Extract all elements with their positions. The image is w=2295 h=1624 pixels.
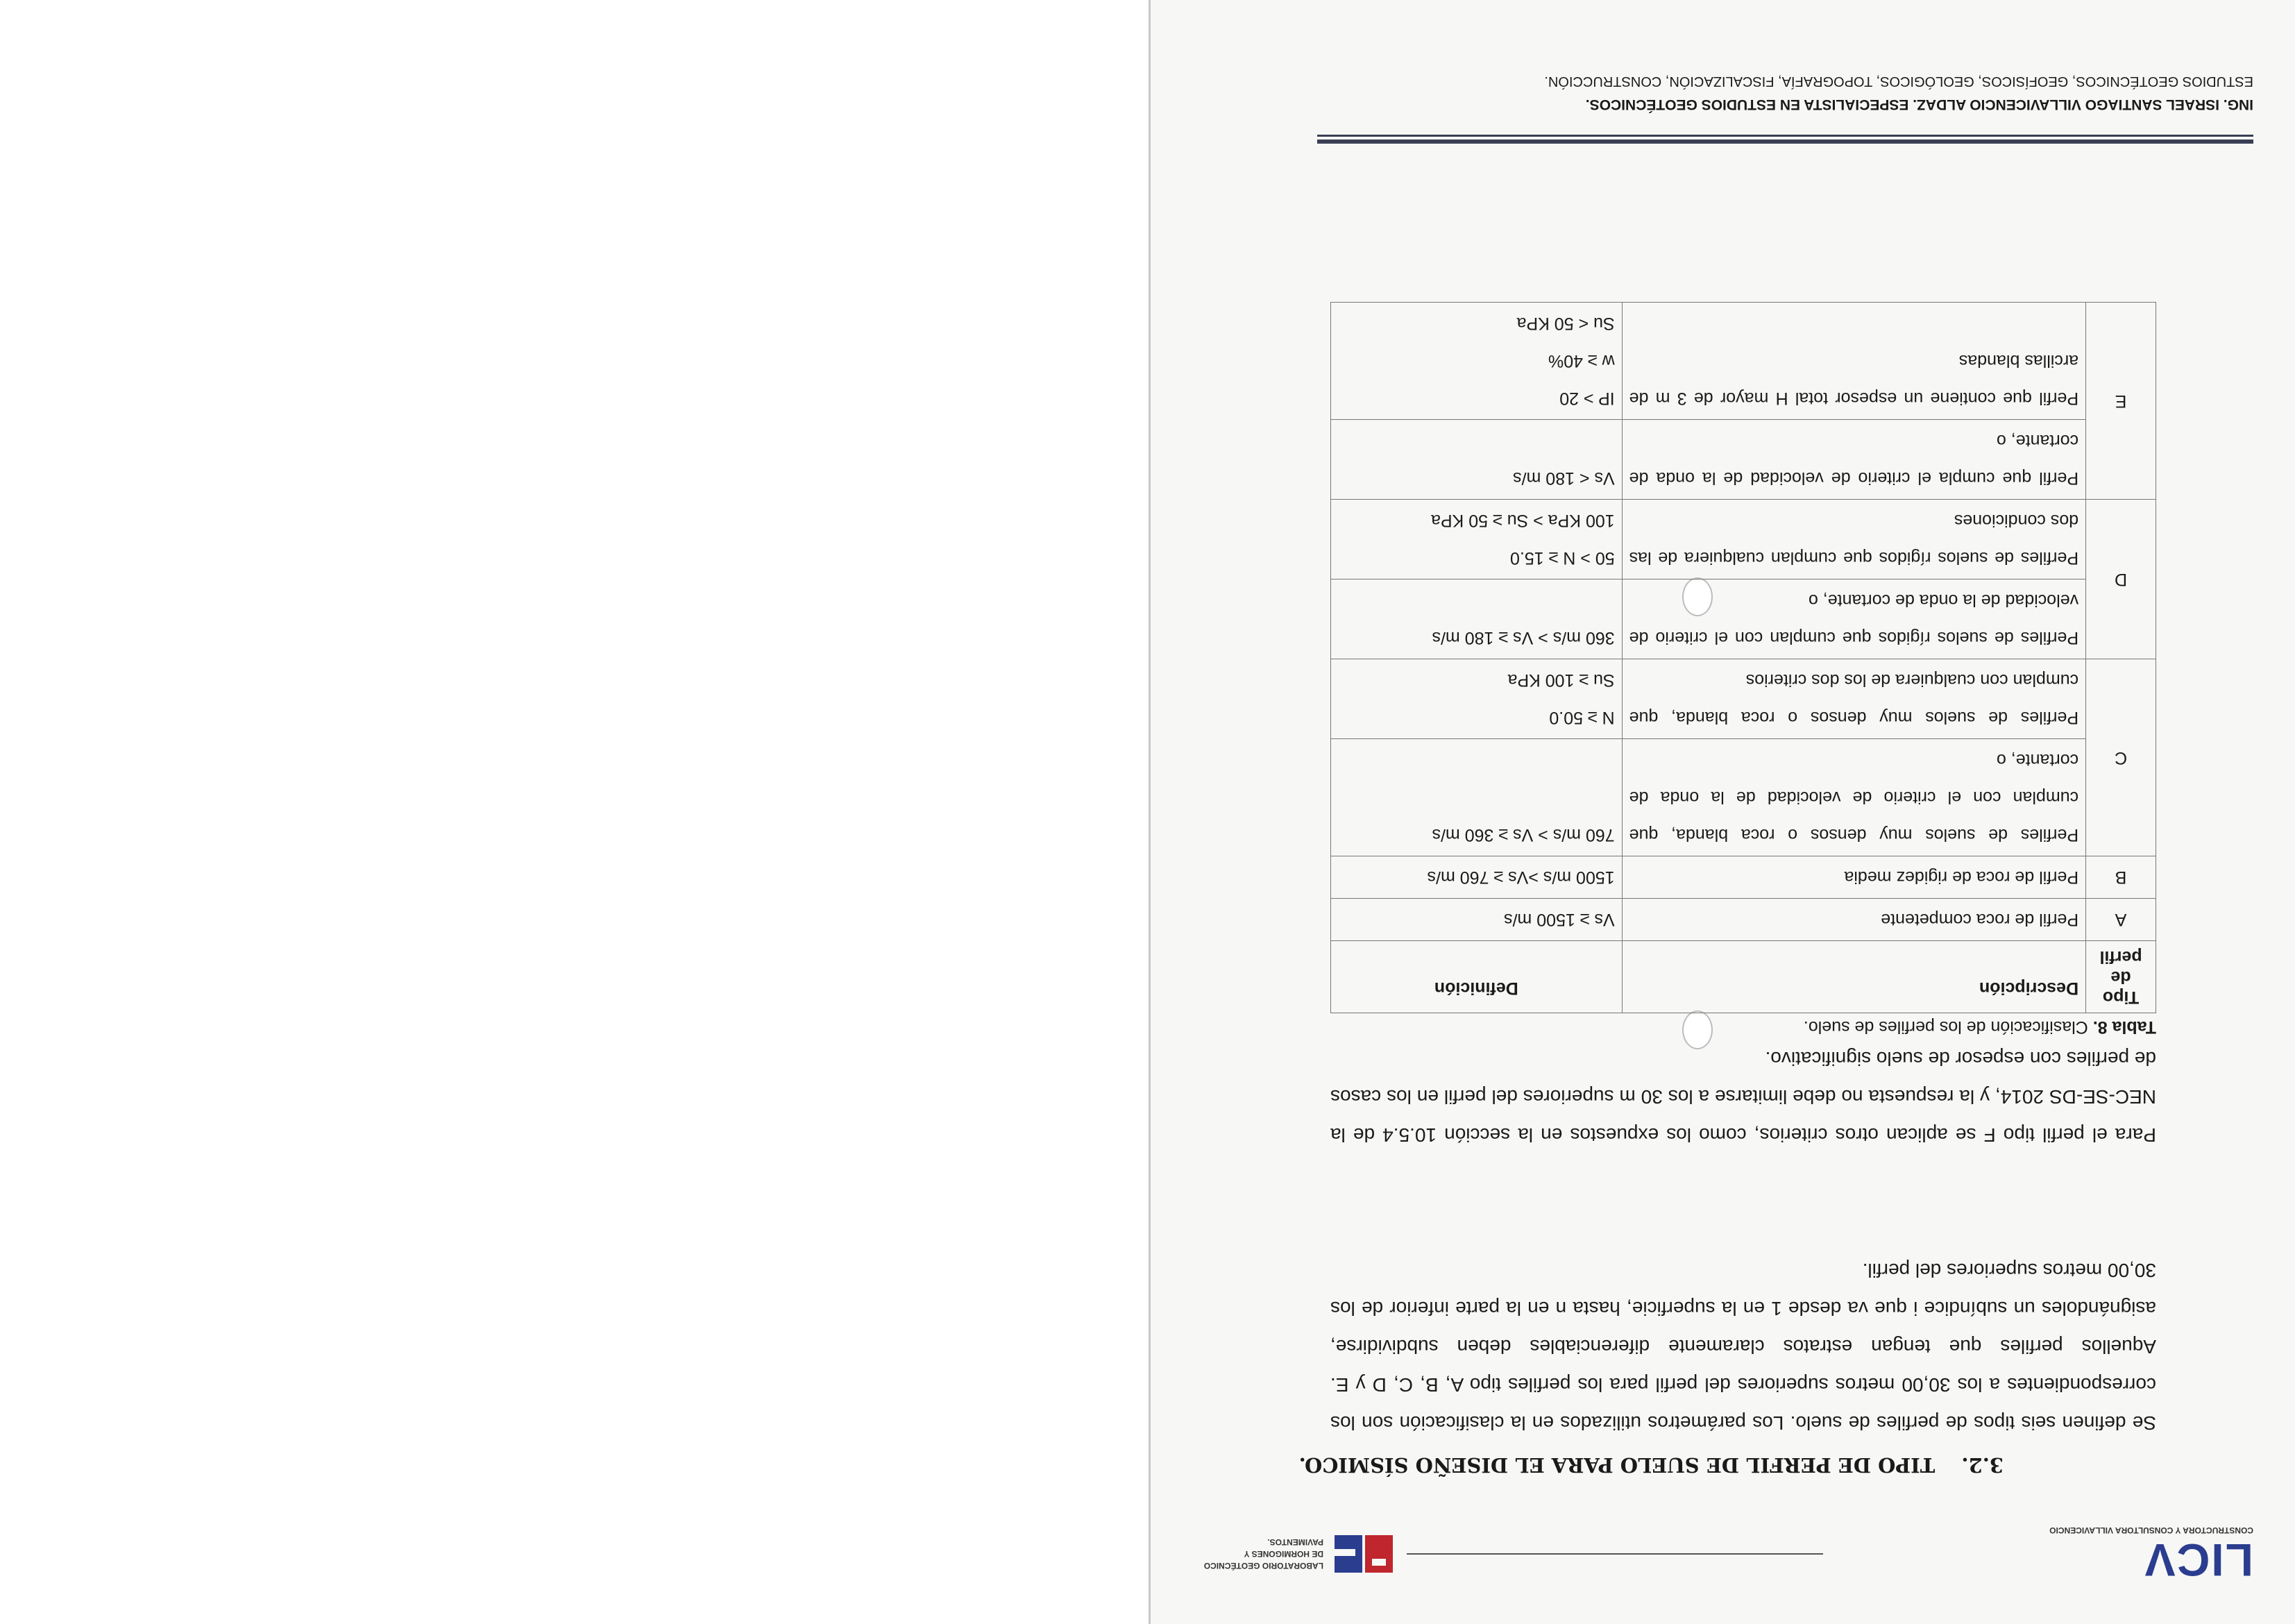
table-row <box>1331 856 2156 899</box>
table-caption-label: Tabla 8. <box>2092 1017 2156 1037</box>
column-header-description: Descripción <box>1622 941 2085 1013</box>
lab-name: LABORATORIO GEOTÉCNICO DE HORMIGONES Y PAVIMENTOS. <box>1203 1537 1323 1571</box>
profile-definition <box>1331 739 1623 856</box>
definition-line: Su < 50 KPa <box>1516 314 1615 333</box>
profile-description: Perfiles de suelos rígidos que cumplan con el criterio de velocidad de la onda de cortante, o <box>1622 580 2085 659</box>
column-header-type: Tipo de perfil <box>2086 941 2156 1013</box>
profile-description: Perfil de roca de rigidez media <box>1622 856 2085 899</box>
brand-subtitle: CONSTRUCTORA Y CONSULTORA VILLAVICENCIO <box>2049 1525 2253 1535</box>
definition-line: w ≥ 40% <box>1548 351 1615 371</box>
profile-description: Perfiles de suelos muy densos o roca blanda, que cumplan con cualquiera de los dos criterios <box>1622 659 2085 739</box>
definition-line: Su ≥ 100 KPa <box>1507 670 1615 690</box>
footer-services: ESTUDIOS GEOTÉCNICOS, GEOFÍSICOS, GEOLÓGICOS, TOPOGRAFÍA, FISCALIZACIÓN, CONSTRUCCIÓN. <box>1544 74 2253 89</box>
definition-line: 1500 m/s >Vs ≥ 760 m/s <box>1427 868 1615 887</box>
table-row <box>1331 420 2156 500</box>
footer-rule <box>1317 135 2253 137</box>
column-header-definition: Definición <box>1331 941 1623 1013</box>
footer-author-title: ESPECIALISTA EN ESTUDIOS GEOTÉCNICOS. <box>1585 96 1913 112</box>
definition-line: Vs ≥ 1500 m/s <box>1504 910 1615 929</box>
brand-logo <box>2143 1534 2253 1586</box>
section-heading <box>1299 1453 2004 1477</box>
profile-definition <box>1331 856 1623 899</box>
profile-definition <box>1331 659 1623 739</box>
footer-author <box>1586 96 2253 112</box>
profile-description: Perfil que cumpla el criterio de velocidad de la onda de cortante, o <box>1622 420 2085 500</box>
definition-line: N ≥ 50.0 <box>1549 708 1615 727</box>
profile-description: Perfiles de suelos muy densos o roca blanda, que cumplan con el criterio de velocidad de la onda de cortante, o <box>1622 739 2085 856</box>
header-rule <box>1407 1553 1823 1555</box>
profile-type: A <box>2086 899 2156 941</box>
profile-type: D <box>2086 500 2156 659</box>
soil-classification-table <box>1330 302 2156 1013</box>
page-header <box>1192 1520 2253 1586</box>
profile-description: Perfil que contiene un espesor total H mayor de 3 m de arcillas blandas <box>1622 303 2085 420</box>
definition-line: 360 m/s > Vs ≥ 180 m/s <box>1432 628 1615 648</box>
table-row <box>1331 899 2156 941</box>
paragraph: Para el perfil tipo F se aplican otros criterios, como los expuestos en la sección 10.5.4 de la NEC-SE-DS 2014, y la respuesta no debe limitarse a los 30 m superiores del perfil en los casos de perfiles con espesor de suelo significativo. <box>1330 1048 2156 1146</box>
section-number: 3.2. <box>1961 1453 2004 1477</box>
profile-definition <box>1331 420 1623 500</box>
lab-logo-icon <box>1330 1535 1393 1573</box>
profile-description: Perfil de roca competente <box>1622 899 2085 941</box>
table-row <box>1331 580 2156 659</box>
page-content-rotated <box>1151 0 2295 1624</box>
profile-description: Perfiles de suelos rígidos que cumplan cualquiera de las dos condiciones <box>1622 500 2085 580</box>
profile-definition <box>1331 500 1623 580</box>
definition-line: 100 KPa > Su ≥ 50 KPa <box>1431 511 1615 530</box>
table-caption <box>1804 1017 2156 1037</box>
definition-line: Vs < 180 m/s <box>1513 468 1615 488</box>
profile-definition <box>1331 580 1623 659</box>
definition-line: 760 m/s > Vs ≥ 360 m/s <box>1432 825 1615 845</box>
footer-rule <box>1317 139 2253 144</box>
table-header-row <box>1331 941 2156 1013</box>
section-title: TIPO DE PERFIL DE SUELO PARA EL DISEÑO SÍSMICO. <box>1298 1453 1936 1477</box>
profile-type: B <box>2086 856 2156 899</box>
brand-letters: LICV <box>2143 1534 2253 1586</box>
definition-line: 50 > N ≥ 15.0 <box>1510 548 1615 568</box>
profile-definition <box>1331 899 1623 941</box>
profile-definition <box>1331 303 1623 420</box>
table-row <box>1331 500 2156 580</box>
profile-type: E <box>2086 303 2156 500</box>
profile-type: C <box>2086 659 2156 856</box>
footer-author-name: ING. ISRAEL SANTIAGO VILLAVICENCIO ALDAZ. <box>1913 96 2253 112</box>
scanned-page <box>1151 0 2295 1624</box>
table-row <box>1331 659 2156 739</box>
table-row <box>1331 303 2156 420</box>
table-row <box>1331 739 2156 856</box>
definition-line: IP > 20 <box>1559 389 1615 408</box>
paragraph: Se definen seis tipos de perfiles de suelo. Los parámetros utilizados en la clasificación son los correspondientes a los 30,00 metros superiores del perfil para los perfiles tipo A, B, C, D y E. Aquellos perfiles que tengan estratos claramente diferenciables deben subdividirse, asignándoles un subíndice i que va desde 1 en la superficie, hasta n en la parte inferior de los 30,00 metros superiores del perfil. <box>1330 1260 2156 1434</box>
table-caption-text: Clasificación de los perfiles de suelo. <box>1803 1017 2088 1037</box>
